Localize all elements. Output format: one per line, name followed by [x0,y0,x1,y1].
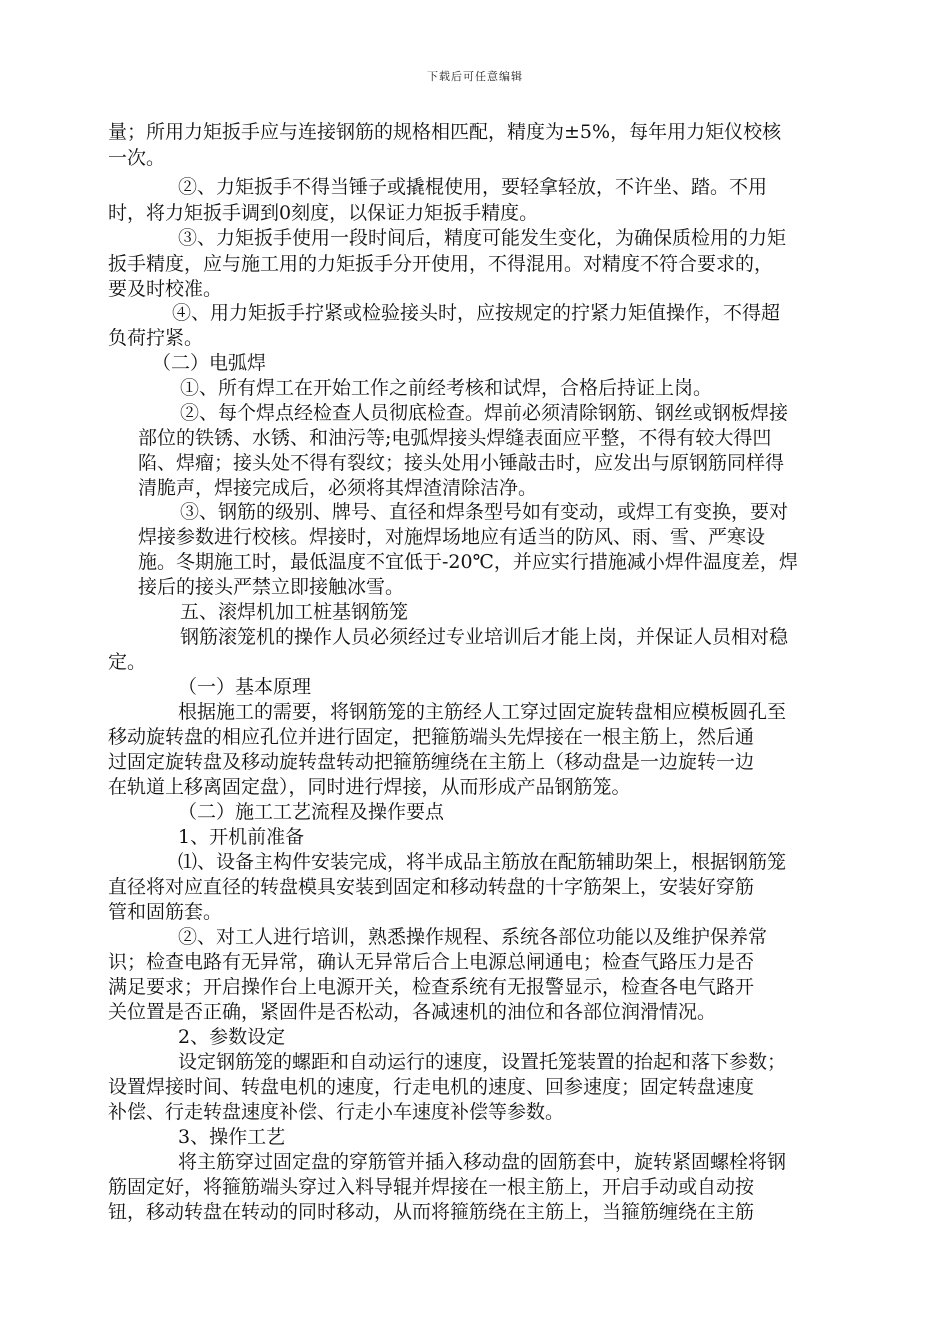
text-line: 一次。 [108,147,166,169]
text-line: 负荷拧紧。 [108,327,204,349]
page-header: 下载后可任意编辑 [427,70,523,83]
text-line: 焊接参数进行校核。焊接时，对施焊场地应有适当的防风、雨、雪、严寒设 [138,526,766,548]
text-line: ③、力矩扳手使用一段时间后，精度可能发生变化，为确保质检用的力矩 [178,227,787,249]
section-heading: 五、滚焊机加工桩基钢筋笼 [180,601,409,623]
text-line: ①、所有焊工在开始工作之前经考核和试焊，合格后持证上岗。 [180,377,713,399]
text-line: ②、力矩扳手不得当锤子或撬棍使用，要轻拿轻放，不许坐、踏。不用 [178,176,768,198]
section-heading: （二）电弧焊 [152,352,267,374]
text-line: 根据施工的需要，将钢筋笼的主筋经人工穿过固定旋转盘相应模板圆孔至 [178,701,787,723]
text-line: 清脆声，焊接完成后，必须将其焊渣清除洁净。 [138,477,538,499]
text-line: 定。 [108,651,147,673]
text-line: 移动旋转盘的相应孔位并进行固定，把箍筋端头先焊接在一根主筋上，然后通 [108,726,755,748]
text-line: 关位置是否正确，紧固件是否松动，各减速机的油位和各部位润滑情况。 [108,1001,717,1023]
text-line: 钢筋滚笼机的操作人员必须经过专业培训后才能上岗，并保证人员相对稳 [180,626,789,648]
text-line: 接后的接头严禁立即接触冰雪。 [138,576,405,598]
text-line: 筋固定好，将箍筋端头穿过入料导辊并焊接在一根主筋上，开启手动或自动按 [108,1176,755,1198]
text-line: 要及时校准。 [108,278,223,300]
text-line: 补偿、行走转盘速度补偿、行走小车速度补偿等参数。 [108,1101,565,1123]
section-heading: （二）施工工艺流程及操作要点 [178,801,445,823]
text-line: 扳手精度，应与施工用的力矩扳手分开使用，不得混用。对精度不符合要求的， [108,253,774,275]
section-heading: 1、开机前准备 [178,826,305,848]
text-line: ⑴、设备主构件安装完成，将半成品主筋放在配筋辅助架上，根据钢筋笼 [178,851,787,873]
text-line: 设置焊接时间、转盘电机的速度，行走电机的速度、回参速度；固定转盘速度 [108,1076,755,1098]
text-line: 施。冬期施工时，最低温度不宜低于-20℃，并应实行措施减小焊件温度差，焊 [138,551,798,573]
text-line: 时，将力矩扳手调到0刻度，以保证力矩扳手精度。 [108,202,539,224]
text-line: ③、钢筋的级别、牌号、直径和焊条型号如有变动，或焊工有变换，要对 [180,501,789,523]
text-line: 在轨道上移离固定盘），同时进行焊接，从而形成产品钢筋笼。 [108,776,631,798]
text-line: 设定钢筋笼的螺距和自动运行的速度，设置托笼装置的抬起和落下参数； [178,1051,787,1073]
text-line: ②、每个焊点经检查人员彻底检查。焊前必须清除钢筋、钢丝或钢板焊接 [180,402,789,424]
text-line: 直径将对应直径的转盘模具安装到固定和移动转盘的十字筋架上，安装好穿筋 [108,876,755,898]
text-line: 过固定旋转盘及移动旋转盘转动把箍筋缠绕在主筋上（移动盘是一边旋转一边 [108,751,755,773]
text-line: 部位的铁锈、水锈、和油污等;电弧焊接头焊缝表面应平整，不得有较大得凹 [138,427,772,449]
text-line: ④、用力矩扳手拧紧或检验接头时，应按规定的拧紧力矩值操作，不得超 [172,302,781,324]
text-line: 满足要求；开启操作台上电源开关，检查系统有无报警显示，检查各电气路开 [108,976,755,998]
text-line: 钮，移动转盘在转动的同时移动，从而将箍筋绕在主筋上，当箍筋缠绕在主筋 [108,1201,755,1223]
text-line: ②、对工人进行培训，熟悉操作规程、系统各部位功能以及维护保养常 [178,926,768,948]
section-heading: （一）基本原理 [178,676,312,698]
text-line: 陷、焊瘤；接头处不得有裂纹；接头处用小锤敲击时，应发出与原钢筋同样得 [138,452,785,474]
text-line: 将主筋穿过固定盘的穿筋管并插入移动盘的固筋套中，旋转紧固螺栓将钢 [178,1151,787,1173]
section-heading: 2、参数设定 [178,1026,286,1048]
text-line: 管和固筋套。 [108,901,223,923]
text-line: 量；所用力矩扳手应与连接钢筋的规格相匹配，精度为±5%，每年用力矩仪校核 [108,121,782,143]
text-line: 识；检查电路有无异常，确认无异常后合上电源总闸通电；检查气路压力是否 [108,951,755,973]
section-heading: 3、操作工艺 [178,1126,286,1148]
